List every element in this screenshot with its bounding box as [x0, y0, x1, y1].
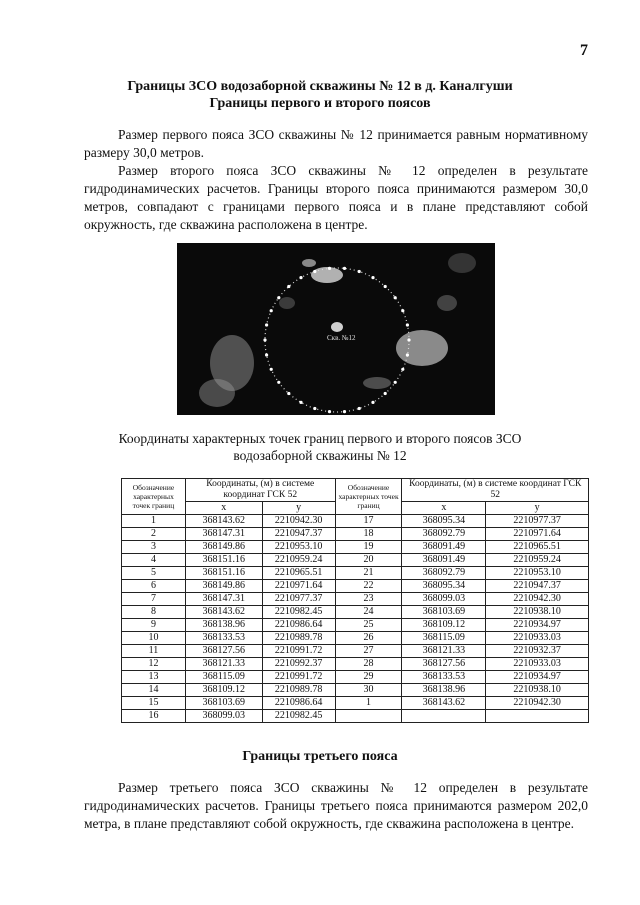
table-cell-id2: 29	[335, 671, 402, 684]
boundary-point-marker	[265, 353, 268, 356]
table-cell-x1: 368147.31	[185, 593, 262, 606]
table-row	[122, 619, 589, 632]
paragraph-first-zone-text: Размер первого пояса ЗСО скважины № 12 принимается равным нормативному размеру 30,0 метров.	[84, 127, 588, 160]
table-cell-y2: 2210934.97	[486, 671, 589, 684]
table-cell-id1: 12	[122, 658, 186, 671]
table-cell-x2: 368103.69	[402, 606, 486, 619]
table-cell-x2: 368092.79	[402, 567, 486, 580]
table-cell-id1: 8	[122, 606, 186, 619]
table-row	[122, 541, 589, 554]
table-cell-id1: 9	[122, 619, 186, 632]
table-cell-id2: 26	[335, 632, 402, 645]
table-row	[122, 580, 589, 593]
table-cell-y1: 2210977.37	[262, 593, 335, 606]
table-cell-x1: 368103.69	[185, 697, 262, 710]
header-y-2: y	[486, 502, 589, 515]
caption-line-1: Координаты характерных точек границ первого и второго поясов ЗСО	[118, 431, 522, 446]
header-coords-2: Координаты, (м) в системе координат ГСК 52	[402, 479, 589, 502]
table-cell-y2: 2210947.37	[486, 580, 589, 593]
boundary-point-marker	[406, 323, 409, 326]
paragraph-third-zone-text: Размер третьего пояса ЗСО скважины № 12 определен в результате гидродинамических расчетов. Границы третьего пояса принимаются размером 202,0 метра, в плане представляют собой окружность, где скважина расположена в центре.	[84, 780, 588, 831]
paragraph-third-zone	[84, 779, 588, 833]
table-cell-y1: 2210971.64	[262, 580, 335, 593]
table-cell-x2: 368138.96	[402, 684, 486, 697]
paragraph-first-zone	[84, 126, 588, 162]
header-point-id: Обозначение характерных точек границ	[122, 479, 186, 515]
table-cell-x1: 368127.56	[185, 645, 262, 658]
boundary-point-marker	[358, 407, 361, 410]
boundary-point-marker	[299, 401, 302, 404]
table-cell-x1: 368149.86	[185, 541, 262, 554]
table-cell-id2: 1	[335, 697, 402, 710]
table-cell-id1: 10	[122, 632, 186, 645]
table-cell-y2: 2210933.03	[486, 658, 589, 671]
boundary-point-marker	[371, 401, 374, 404]
header-x-2: x	[402, 502, 486, 515]
boundary-point-marker	[270, 309, 273, 312]
table-cell-id1: 15	[122, 697, 186, 710]
coordinates-table	[121, 478, 589, 723]
table-cell-y2: 2210953.10	[486, 567, 589, 580]
paragraph-second-zone-text: Размер второго пояса ЗСО скважины № 12 определен в результате гидродинамических расчетов. Границы второго пояса принимаются размером 30,0 метров, совпадают с границами первого пояса и в плане представляют собой окружность, где скважина расположена в центре.	[84, 163, 588, 232]
table-cell-x2: 368109.12	[402, 619, 486, 632]
table-cell-y1: 2210942.30	[262, 515, 335, 528]
table-cell-x1: 368151.16	[185, 554, 262, 567]
table-cell-y2: 2210938.10	[486, 684, 589, 697]
table-cell-y1: 2210953.10	[262, 541, 335, 554]
table-cell-id2: 18	[335, 528, 402, 541]
table-cell-x2: 368121.33	[402, 645, 486, 658]
boundary-point-marker	[401, 368, 404, 371]
table-cell-x1: 368133.53	[185, 632, 262, 645]
table-cell-y1: 2210991.72	[262, 645, 335, 658]
table-cell-id2: 27	[335, 645, 402, 658]
table-cell-y1: 2210965.51	[262, 567, 335, 580]
table-cell-y1: 2210989.78	[262, 632, 335, 645]
boundary-point-marker	[371, 276, 374, 279]
table-cell-x2: 368091.49	[402, 554, 486, 567]
boundary-point-marker	[313, 407, 316, 410]
boundary-point-marker	[287, 392, 290, 395]
table-row	[122, 567, 589, 580]
table-cell-id1: 11	[122, 645, 186, 658]
boundary-point-marker	[406, 353, 409, 356]
boundary-point-marker	[401, 309, 404, 312]
boundary-point-marker	[263, 338, 266, 341]
table-cell-x2: 368092.79	[402, 528, 486, 541]
table-row	[122, 554, 589, 567]
table-cell-y2: 2210934.97	[486, 619, 589, 632]
boundary-point-marker	[277, 381, 280, 384]
table-cell-id2: 22	[335, 580, 402, 593]
table-cell-id1: 6	[122, 580, 186, 593]
paragraph-second-zone	[84, 162, 588, 234]
table-cell-x2: 368099.03	[402, 593, 486, 606]
table-cell-id2: 25	[335, 619, 402, 632]
table-cell-y2: 2210959.24	[486, 554, 589, 567]
title-line-1: Границы ЗСО водозаборной скважины № 12 в д. Каналгуши	[127, 79, 513, 94]
table-cell-id1: 3	[122, 541, 186, 554]
satellite-map-image	[177, 243, 495, 415]
section-third-zone-title: Границы третьего пояса	[242, 749, 398, 764]
table-row	[122, 684, 589, 697]
boundary-point-marker	[394, 381, 397, 384]
table-cell-y1: 2210986.64	[262, 619, 335, 632]
table-cell-x1: 368099.03	[185, 710, 262, 723]
table-cell-y1: 2210982.45	[262, 606, 335, 619]
table-cell-x1: 368149.86	[185, 580, 262, 593]
table-cell-id1: 7	[122, 593, 186, 606]
table-cell-id1: 1	[122, 515, 186, 528]
table-cell-x2: 368095.34	[402, 515, 486, 528]
table-cell-id2: 24	[335, 606, 402, 619]
boundary-point-marker	[384, 285, 387, 288]
table-cell-id1: 13	[122, 671, 186, 684]
boundary-point-marker	[270, 368, 273, 371]
boundary-point-marker	[343, 267, 346, 270]
table-cell-id1: 4	[122, 554, 186, 567]
table-cell-id1: 16	[122, 710, 186, 723]
table-cell-x2: 368127.56	[402, 658, 486, 671]
table-cell-y1: 2210947.37	[262, 528, 335, 541]
boundary-point-marker	[277, 296, 280, 299]
table-cell-y2	[486, 710, 589, 723]
table-cell-id1: 2	[122, 528, 186, 541]
table-cell-x2: 368095.34	[402, 580, 486, 593]
boundary-point-marker	[358, 270, 361, 273]
boundary-point-marker	[328, 267, 331, 270]
header-x: x	[185, 502, 262, 515]
boundary-point-marker	[299, 276, 302, 279]
table-cell-y1: 2210959.24	[262, 554, 335, 567]
table-row	[122, 528, 589, 541]
table-cell-id2: 20	[335, 554, 402, 567]
well-label: Скв. №12	[327, 334, 356, 342]
header-y: y	[262, 502, 335, 515]
map-drawing	[177, 243, 495, 415]
boundary-point-marker	[287, 285, 290, 288]
table-cell-x1: 368121.33	[185, 658, 262, 671]
table-cell-id1: 5	[122, 567, 186, 580]
table-row	[122, 606, 589, 619]
boundary-point-marker	[384, 392, 387, 395]
table-cell-y1: 2210986.64	[262, 697, 335, 710]
table-cell-y2: 2210942.30	[486, 593, 589, 606]
table-row	[122, 515, 589, 528]
table-cell-x2: 368091.49	[402, 541, 486, 554]
boundary-point-marker	[313, 270, 316, 273]
table-cell-id2: 28	[335, 658, 402, 671]
table-cell-y2: 2210932.37	[486, 645, 589, 658]
table-cell-x2: 368133.53	[402, 671, 486, 684]
table-cell-y2: 2210965.51	[486, 541, 589, 554]
table-cell-x1: 368115.09	[185, 671, 262, 684]
header-point-id-2: Обозначение характерных точек границ	[335, 479, 402, 515]
table-cell-id2: 21	[335, 567, 402, 580]
page-title	[0, 78, 640, 112]
table-caption	[0, 430, 640, 464]
table-row	[122, 645, 589, 658]
table-cell-y2: 2210971.64	[486, 528, 589, 541]
boundary-point-marker	[343, 410, 346, 413]
table-cell-x2: 368143.62	[402, 697, 486, 710]
table-cell-x1: 368147.31	[185, 528, 262, 541]
table-row	[122, 697, 589, 710]
boundary-point-marker	[328, 410, 331, 413]
table-cell-y1: 2210989.78	[262, 684, 335, 697]
table-cell-y2: 2210942.30	[486, 697, 589, 710]
table-cell-id2	[335, 710, 402, 723]
table-cell-id2: 30	[335, 684, 402, 697]
table-row	[122, 658, 589, 671]
table-cell-y1: 2210982.45	[262, 710, 335, 723]
table-cell-x1: 368138.96	[185, 619, 262, 632]
table-cell-id2: 19	[335, 541, 402, 554]
table-row	[122, 671, 589, 684]
boundary-point-marker	[407, 338, 410, 341]
boundary-point-marker	[394, 296, 397, 299]
table-cell-y2: 2210933.03	[486, 632, 589, 645]
table-cell-id2: 17	[335, 515, 402, 528]
table-cell-x1: 368109.12	[185, 684, 262, 697]
table-cell-id2: 23	[335, 593, 402, 606]
table-cell-x1: 368143.62	[185, 606, 262, 619]
table-cell-y1: 2210992.37	[262, 658, 335, 671]
table-cell-x1: 368143.62	[185, 515, 262, 528]
table-cell-y2: 2210938.10	[486, 606, 589, 619]
page-number: 7	[580, 42, 588, 59]
boundary-point-marker	[265, 323, 268, 326]
table-row	[122, 593, 589, 606]
table-cell-x2	[402, 710, 486, 723]
table-cell-y1: 2210991.72	[262, 671, 335, 684]
table-row	[122, 710, 589, 723]
header-coords: Координаты, (м) в системе координат ГСК 52	[185, 479, 335, 502]
caption-line-2: водозаборной скважины № 12	[233, 448, 407, 463]
table-cell-x2: 368115.09	[402, 632, 486, 645]
table-cell-x1: 368151.16	[185, 567, 262, 580]
table-cell-y2: 2210977.37	[486, 515, 589, 528]
title-line-2: Границы первого и второго поясов	[209, 96, 431, 111]
table-cell-id1: 14	[122, 684, 186, 697]
table-row	[122, 632, 589, 645]
